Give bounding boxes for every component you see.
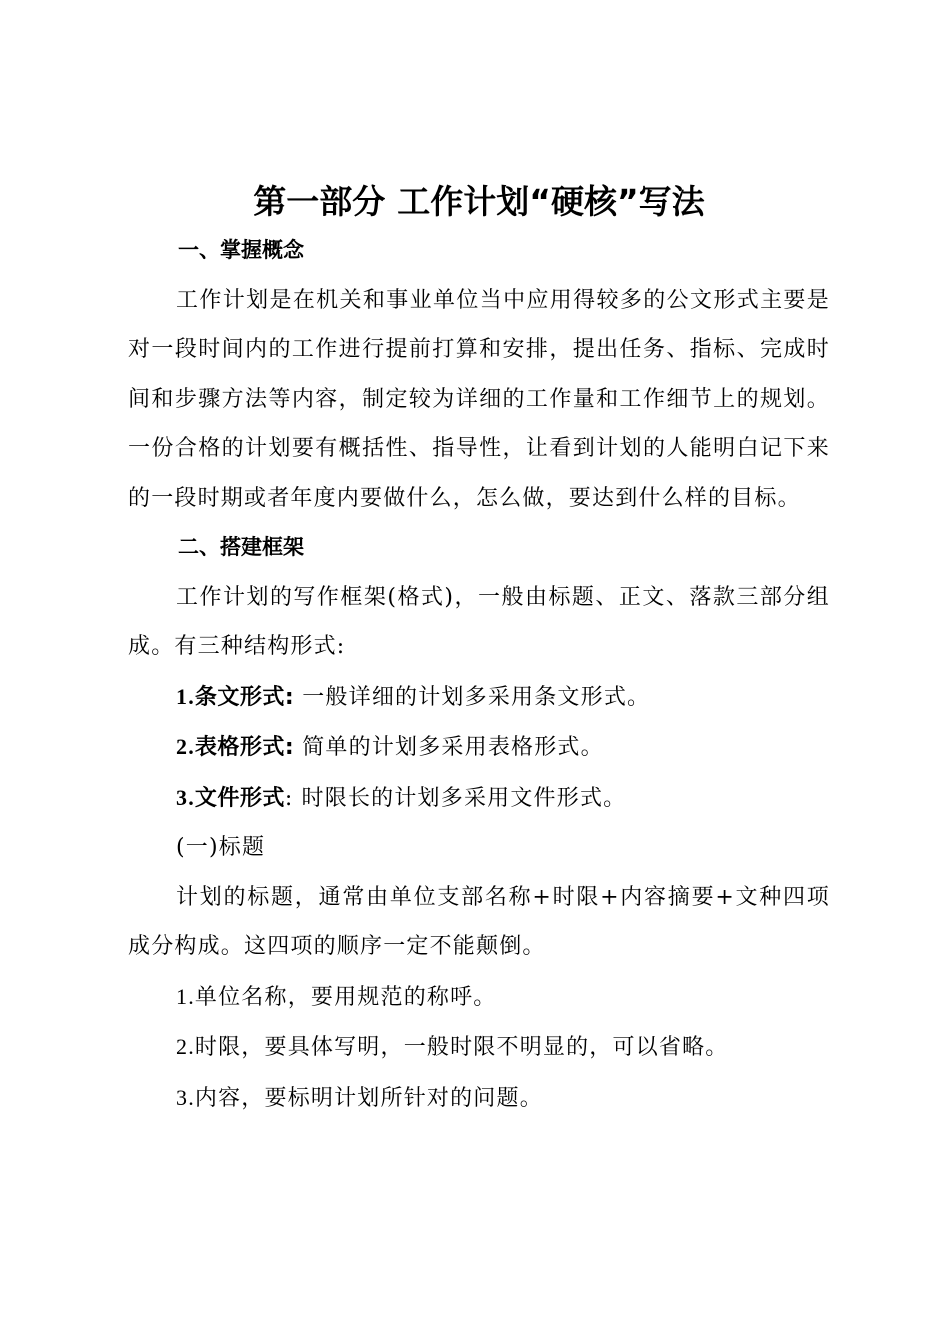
document-title [128,178,830,226]
framework-paragraph: 工作计划的写作框架(格式)，一般由标题、正文、落款三部分组成。有三种结构形式: [128,584,830,659]
list-item [128,972,830,1023]
form-item-colon: : [284,785,294,811]
form-item-number: 1. [176,683,195,709]
form-item-text: 一般详细的计划多采用条文形式。 [302,684,651,710]
form-item [128,672,830,723]
form-item-label: 条文形式: [194,684,295,710]
concept-paragraph: 工作计划是在机关和事业单位当中应用得较多的公文形式主要是对一段时间内的工作进行提前打算和安排，提出任务、指标、完成时间和步骤方法等内容，制定较为详细的工作量和工作细节上的规划。一份合格的计划要有概括性、指导性，让看到计划的人能明白记下来的一段时期或者年度内要做什么，怎么做，要达到什么样的目标。 [128,287,830,511]
document-body [128,178,830,1123]
list-item-number: 3. [176,1084,195,1110]
form-item-number: 2. [176,734,195,759]
form-item-label: 表格形式: [194,735,295,760]
form-item-label: 文件形式 [194,785,285,811]
section-heading-concept: 一、掌握概念 [178,238,304,262]
list-item-number: 2. [176,1034,195,1059]
form-item-text: 时限长的计划多采用文件形式。 [301,785,627,811]
title-main: 工作计划“硬核”写法 [397,182,705,221]
form-item [128,722,830,773]
form-item [128,773,830,824]
list-item [128,1022,830,1073]
title-part: 第一部分 [253,182,386,221]
form-item-number: 3. [176,784,195,810]
section-heading-framework: 二、搭建框架 [178,535,304,559]
subsection-heading-title: (一)标题 [176,835,266,860]
list-item-text: 内容，要标明计划所针对的问题。 [194,1085,543,1111]
form-item-text: 简单的计划多采用表格形式。 [302,735,604,760]
list-item-text: 单位名称，要用规范的称呼。 [194,984,497,1010]
list-item [128,1073,830,1124]
list-item-number: 1. [176,983,195,1009]
title-paragraph: 计划的标题，通常由单位支部名称+时限+内容摘要+文种四项成分构成。这四项的顺序一定不能颠倒。 [128,884,830,959]
list-item-text: 时限，要具体写明，一般时限不明显的，可以省略。 [194,1035,729,1060]
